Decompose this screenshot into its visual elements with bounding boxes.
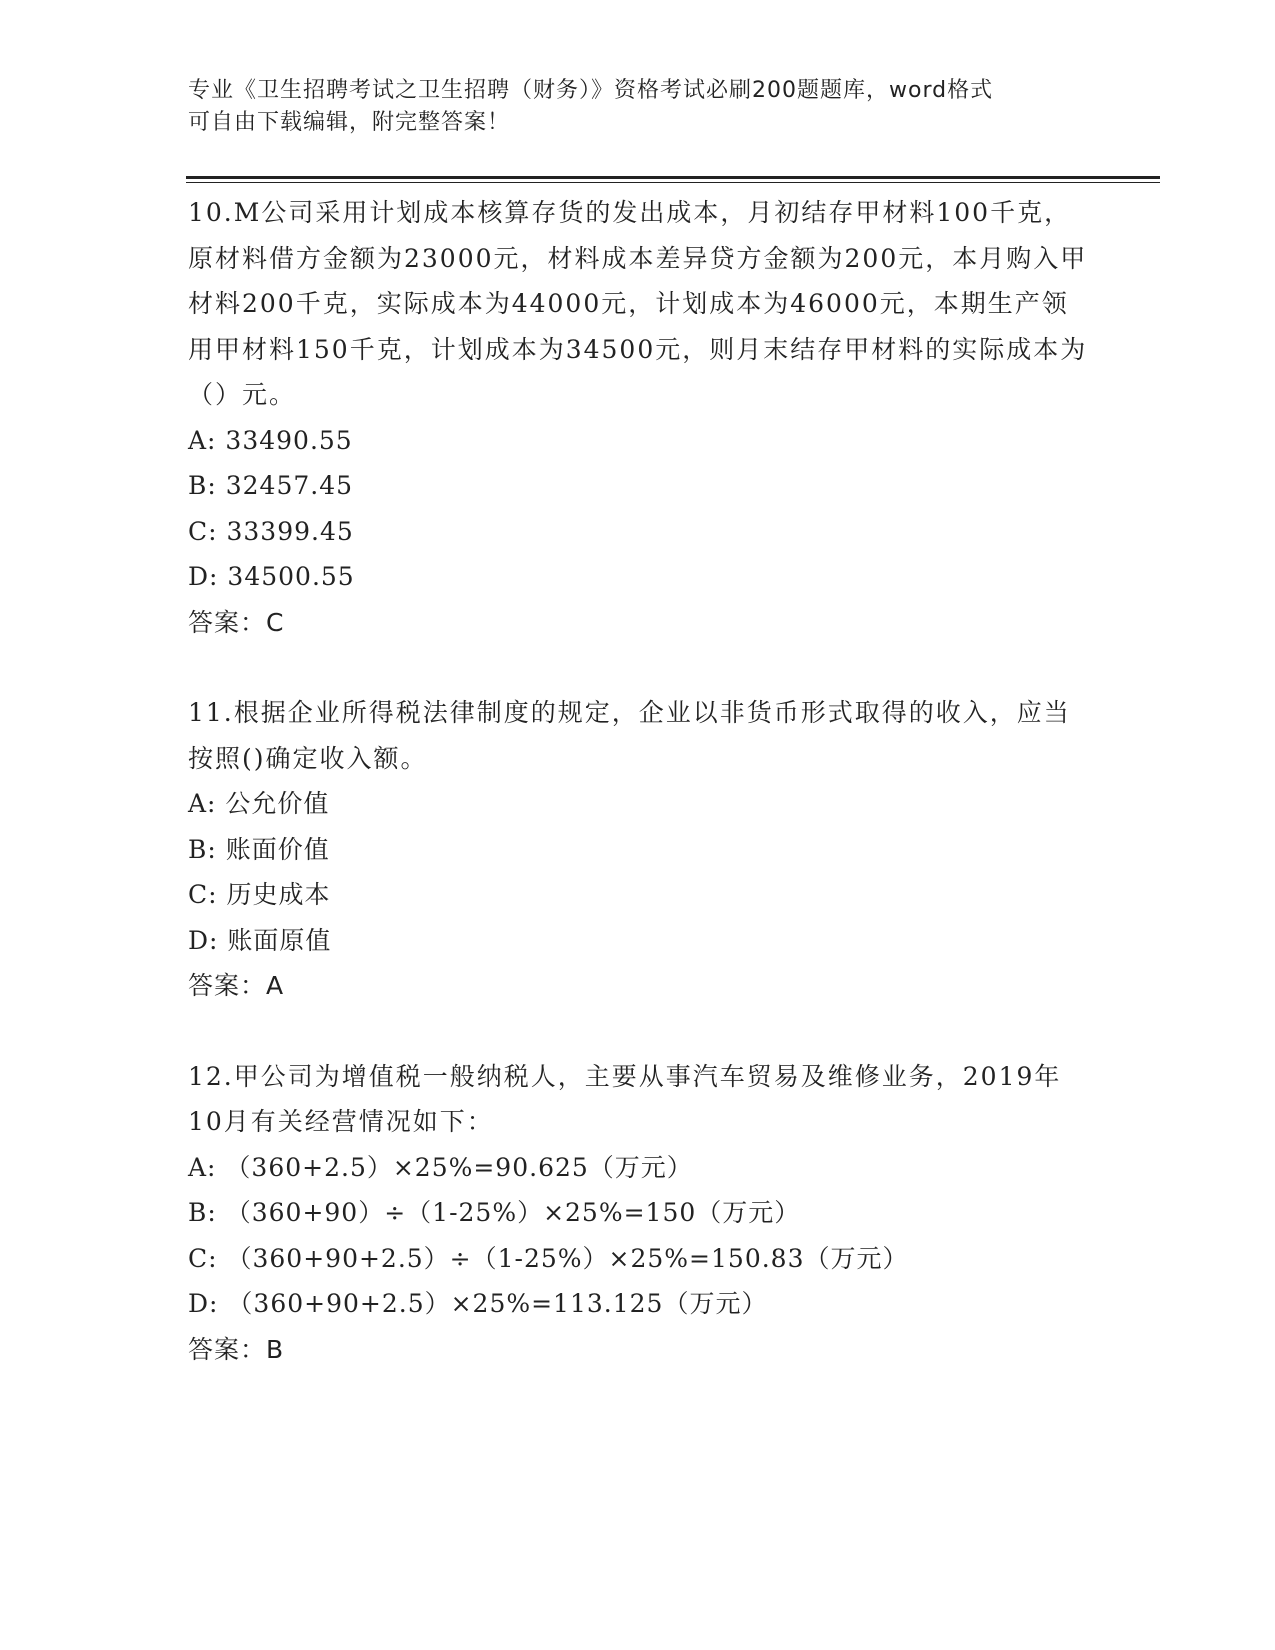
question-stem: 11.根据企业所得税法律制度的规定，企业以非货币形式取得的收入，应当按照()确定收入额。: [188, 698, 1071, 773]
question-stem: 10.M公司采用计划成本核算存货的发出成本，月初结存甲材料100千克，原材料借方金额为23000元，材料成本差异贷方金额为200元，本月购入甲材料200千克，实际成本为44000元，计划成本为46000元，本期生产领用甲材料150千克，计划成本为34500元，则月末结存甲材料的实际成本为（）元。: [188, 198, 1088, 409]
option-a: A: （360+2.5）×25%=90.625（万元）: [188, 1152, 693, 1182]
option-d: D: 34500.55: [188, 562, 355, 591]
question-12: [188, 1054, 1088, 1373]
option-a: A: 33490.55: [188, 425, 353, 455]
answer: 答案：B: [188, 1334, 285, 1364]
option-c: C: 33399.45: [188, 516, 354, 546]
option-b: B: 账面价值: [188, 834, 330, 864]
answer: 答案：C: [188, 607, 285, 637]
option-c: C: 历史成本: [188, 880, 331, 909]
option-b: B: （360+90）÷（1-25%）×25%=150（万元）: [188, 1198, 801, 1227]
header-line-2: 可自由下载编辑，附完整答案！: [188, 110, 511, 135]
option-d: D: 账面原值: [188, 925, 332, 955]
document-header: [188, 75, 1068, 139]
question-stem: 12.甲公司为增值税一般纳税人，主要从事汽车贸易及维修业务，2019年10月有关经营情况如下：: [188, 1061, 1062, 1136]
option-d: D: （360+90+2.5）×25%=113.125（万元）: [188, 1289, 768, 1318]
header-divider-thin: [186, 182, 1160, 183]
answer: 答案：A: [188, 971, 285, 1000]
question-list: [188, 190, 1088, 1417]
option-b: B: 32457.45: [188, 471, 354, 500]
option-c: C: （360+90+2.5）÷（1-25%）×25%=150.83（万元）: [188, 1243, 909, 1273]
question-11: [188, 690, 1088, 1009]
header-line-1: 专业《卫生招聘考试之卫生招聘（财务）》资格考试必刷200题题库，word格式: [188, 78, 994, 103]
question-10: [188, 190, 1088, 645]
option-a: A: 公允价值: [188, 789, 330, 818]
header-divider-thick: [186, 176, 1160, 179]
